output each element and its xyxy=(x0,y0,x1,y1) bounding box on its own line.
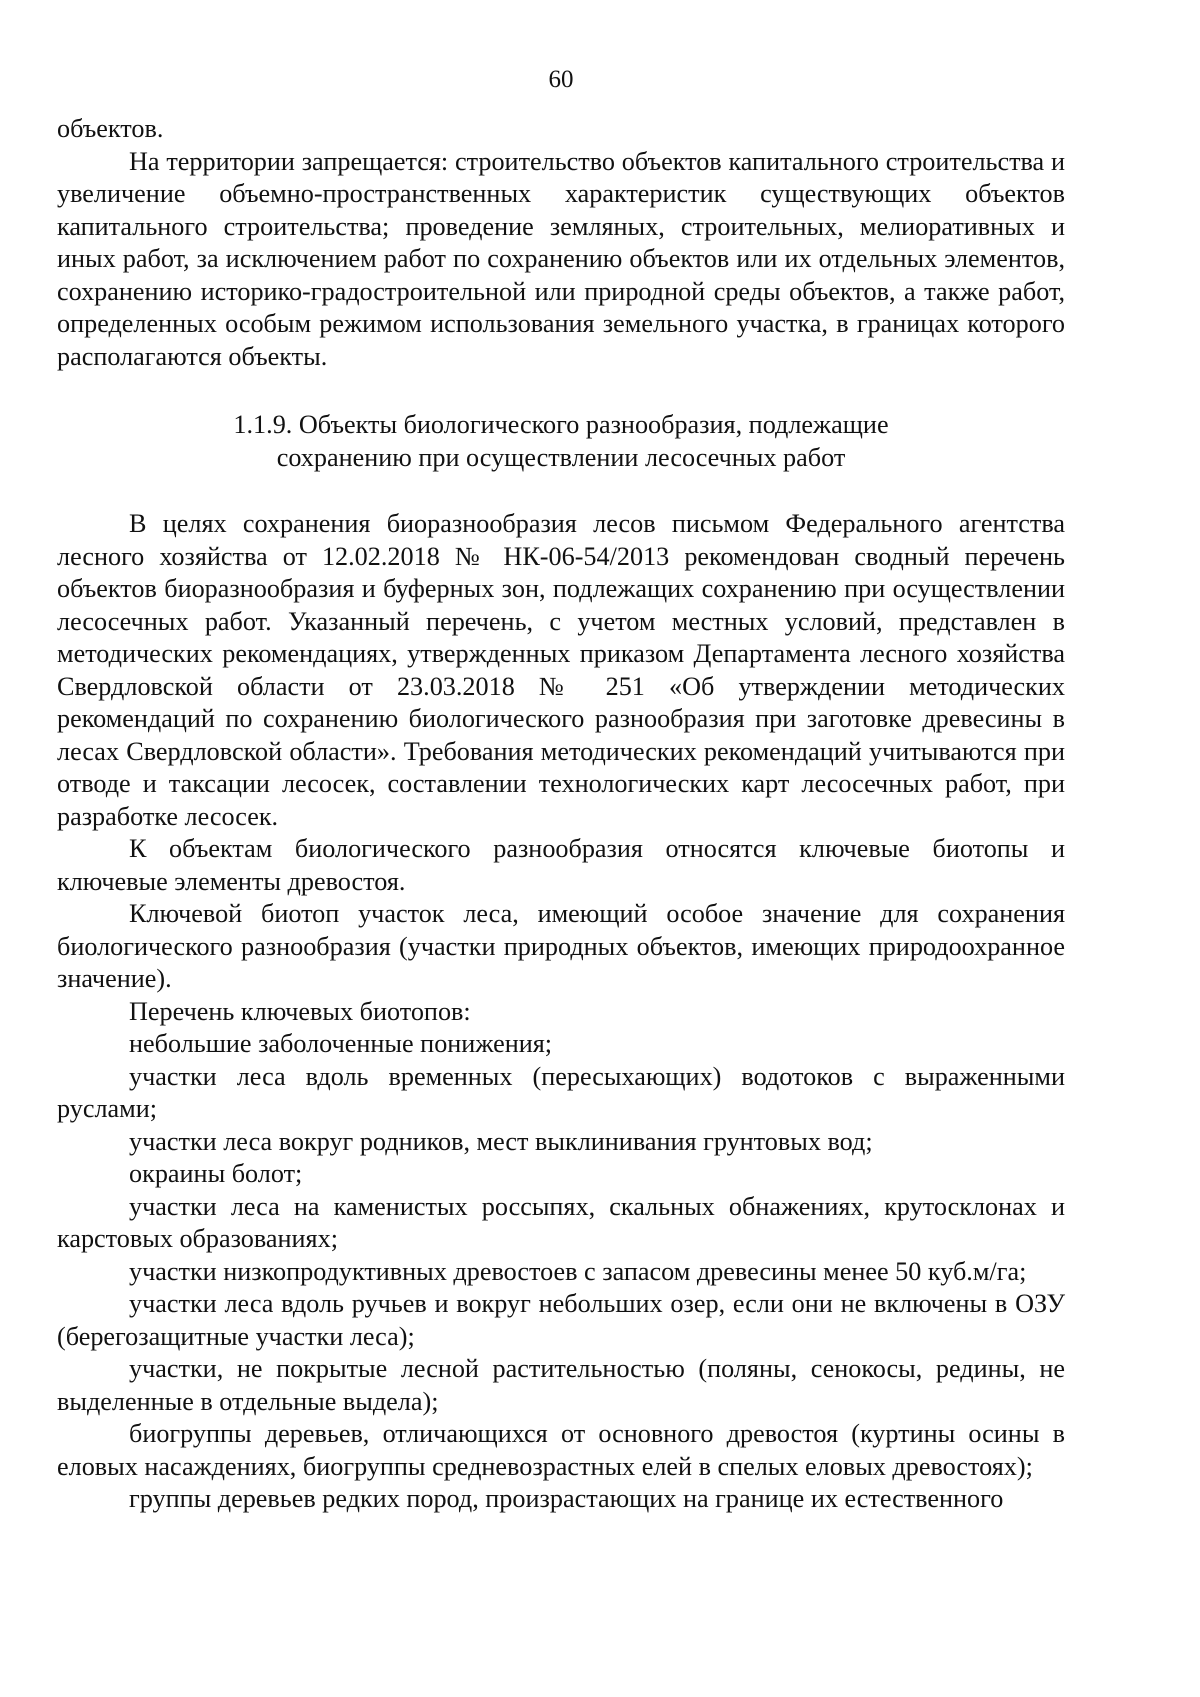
list-item: участки леса вдоль временных (пересыхающих) водотоков с выраженными руслами; xyxy=(57,1061,1065,1123)
list-item: окраины болот; xyxy=(129,1159,303,1188)
paragraph-territory-restrictions: На территории запрещается: строительство объектов капитального строительства и увеличение объемно-пространственных характеристик существующих объектов капитального строительства; проведение земляных, строительных, мелиоративных и иных работ, за исключением работ по сохранению объектов или их отдельных элементов, сохранению историко-градостроительной или природной среды объектов, а также работ, определенных особым режимом использования земельного участка, в границах которого располагаются объекты. xyxy=(57,146,1065,371)
list-heading-key-biotopes: Перечень ключевых биотопов: xyxy=(129,996,471,1026)
list-item: участки, не покрытые лесной растительностью (поляны, сенокосы, редины, не выделенные в отдельные выдела); xyxy=(57,1354,1065,1416)
paragraph-biodiversity-intro: В целях сохранения биоразнообразия лесов письмом Федерального агентства лесного хозяйства от 12.02.2018 № НК-06-54/2013 рекомендован сводный перечень объектов биоразнообразия и буферных зон, подлежащих сохранению при осуществлении лесосечных работ. Указанный перечень, с учетом местных условий, представлен в методических рекомендациях, утвержденных приказом Департамента лесного хозяйства Свердловской области от 23.03.2018 № 251 «Об утверждении методических рекомендаций по сохранению биологического разнообразия при заготовке древесины в лесах Свердловской области». Требования методических рекомендаций учитываются при отводе и таксации лесосек, составлении технологических карт лесосечных работ, при разработке лесосек. xyxy=(57,509,1065,831)
list-item: биогруппы деревьев, отличающихся от основного древостоя (куртины осины в еловых насаждениях, биогруппы средневозрастных елей в спелых еловых древостоях); xyxy=(57,1419,1065,1481)
list-item: участки леса на каменистых россыпях, скальных обнажениях, крутосклонах и карстовых образованиях; xyxy=(57,1191,1065,1253)
document-body xyxy=(57,113,1065,1516)
list-item: участки низкопродуктивных древостоев с запасом древесины менее 50 куб.м/га; xyxy=(129,1256,1027,1286)
list-item: группы деревьев редких пород, произрастающих на границе их естественного xyxy=(129,1484,1004,1513)
section-heading: 1.1.9. Объекты биологического разнообразия, подлежащие сохранению при осуществлении лесосечных работ xyxy=(233,410,889,472)
page-number: 60 xyxy=(548,66,574,93)
paragraph-continuation: объектов. xyxy=(57,114,164,143)
paragraph-key-biotope-definition: Ключевой биотоп участок леса, имеющий особое значение для сохранения биологического разнообразия (участки природных объектов, имеющих природоохранное значение). xyxy=(57,899,1065,993)
list-item: участки леса вокруг родников, мест выклинивания грунтовых вод; xyxy=(129,1126,873,1156)
list-item: участки леса вдоль ручьев и вокруг небольших озер, если они не включены в ОЗУ (берегозащитные участки леса); xyxy=(57,1289,1065,1351)
list-item: небольшие заболоченные понижения; xyxy=(129,1029,553,1058)
paragraph-biodiversity-objects: К объектам биологического разнообразия относятся ключевые биотопы и ключевые элементы древостоя. xyxy=(57,834,1065,896)
